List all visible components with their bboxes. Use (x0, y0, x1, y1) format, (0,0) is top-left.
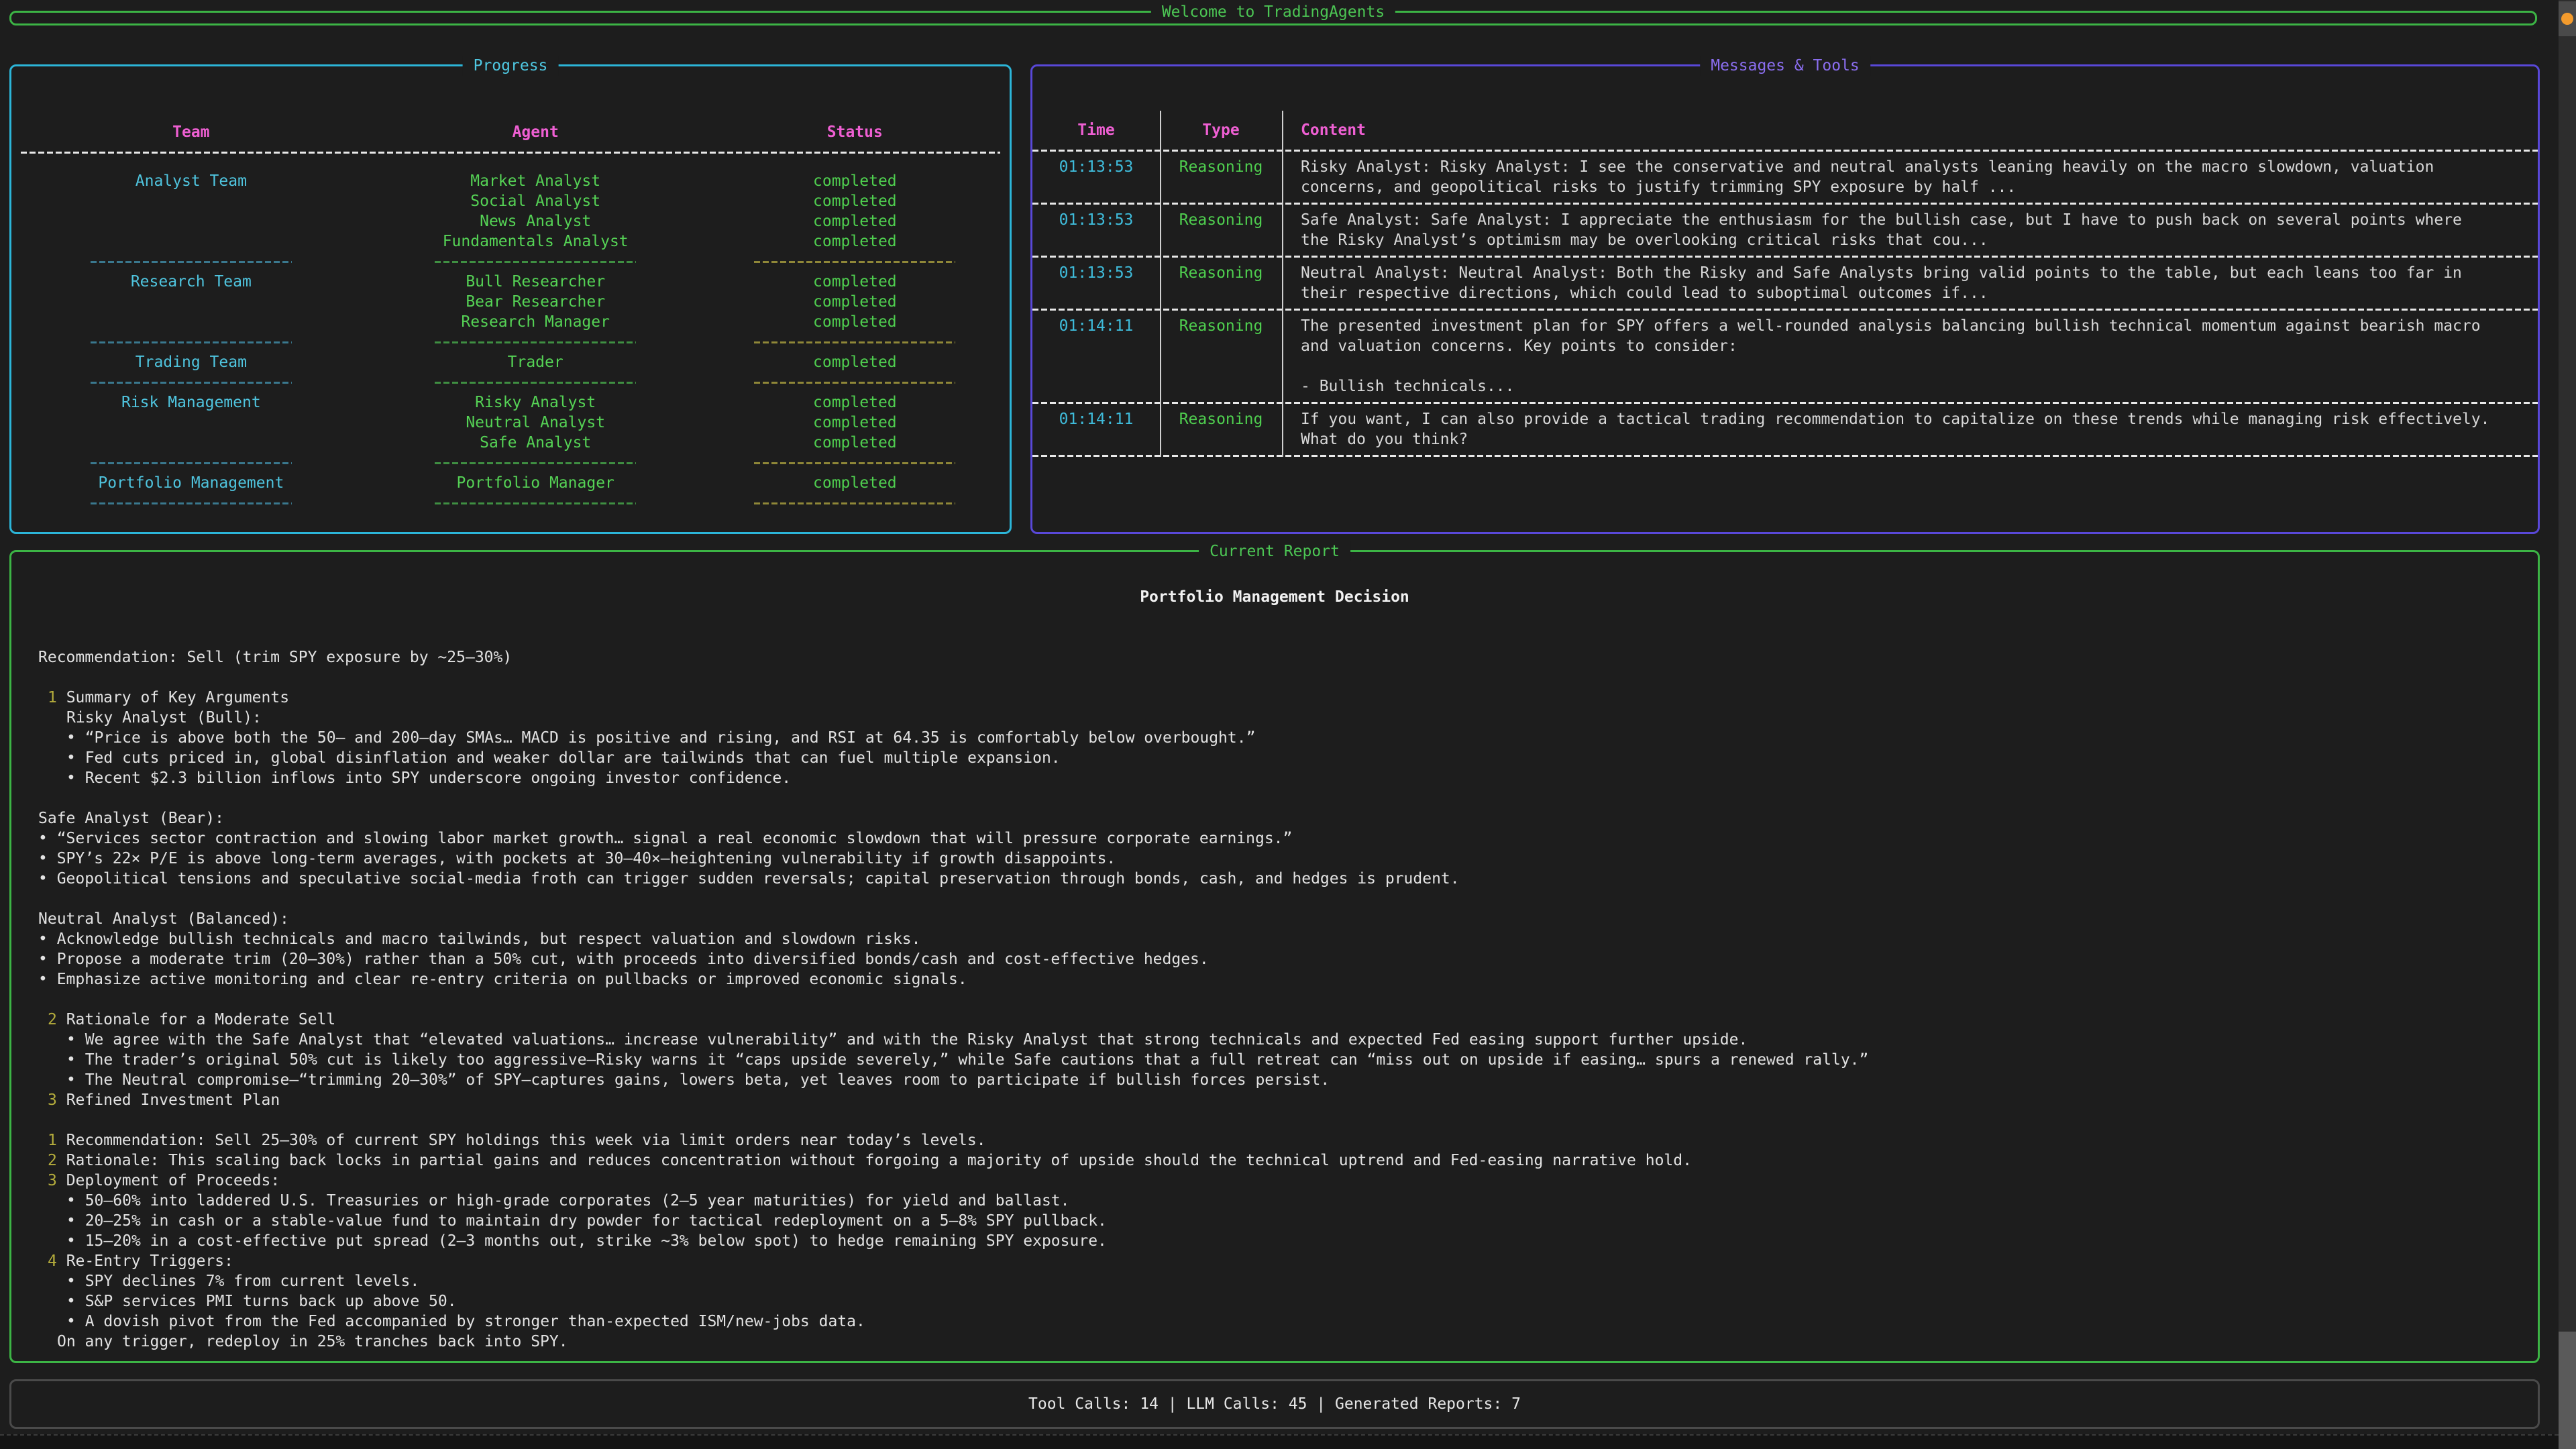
status-list (700, 392, 1010, 453)
welcome-panel (9, 3, 2537, 25)
agent-name: Portfolio Manager (456, 474, 614, 492)
team-name: Risk Management (121, 394, 261, 411)
bullet-marker: • (66, 1313, 85, 1330)
report-line: 4 Re-Entry Triggers: (48, 1252, 233, 1270)
bullet-marker: • (66, 1212, 85, 1230)
group-separator (11, 493, 1010, 513)
separator-line (754, 462, 955, 464)
message-type: Reasoning (1179, 317, 1263, 335)
message-type: Reasoning (1179, 411, 1263, 428)
report-line (38, 989, 2511, 1010)
bullet-marker: • (66, 749, 85, 767)
report-line: • S&P services PMI turns back up above 50. (66, 1293, 457, 1310)
agent-name: Fundamentals Analyst (442, 233, 629, 250)
separator-line (435, 462, 636, 464)
group-separator (11, 372, 1010, 392)
bullet-marker: • (66, 1031, 85, 1049)
agent-name: Social Analyst (470, 193, 601, 210)
separator-line (91, 462, 292, 464)
status-value: completed (813, 172, 897, 190)
report-line: 2 Rationale: This scaling back locks in partial gains and reduces concentration without forgoing a majority of upside should the technical uptrend and Fed-easing narrative hold. (48, 1152, 1692, 1169)
agent-list (371, 352, 700, 372)
agent-name: News Analyst (480, 213, 592, 230)
report-line: • We agree with the Safe Analyst that “elevated valuations… increase vulnerability” and with the Risky Analyst that strong technicals and expected Fed easing support further upside. (66, 1031, 1748, 1049)
status-value: completed (813, 414, 897, 431)
report-line (38, 1110, 2511, 1130)
bullet-marker: • (38, 971, 57, 988)
report-line: Recommendation: Sell (trim SPY exposure by ~25–30%) (38, 649, 513, 666)
progress-panel (9, 57, 1012, 534)
message-line: the Risky Analyst’s optimism may be overlooking critical risks that cou... (1301, 231, 1988, 249)
progress-panel-title: Progress (463, 56, 559, 76)
separator-line (754, 261, 955, 263)
table-row (11, 171, 1010, 252)
table-row (1032, 152, 2538, 203)
message-line: The presented investment plan for SPY offers a well-rounded analysis balancing bullish technical momentum against bearish macro (1301, 317, 2481, 335)
team-name: Portfolio Management (98, 474, 284, 492)
report-line: • 50–60% into laddered U.S. Treasuries or high-grade corporates (2–5 year maturities) for yield and ballast. (66, 1192, 1070, 1210)
column-header-content: Content (1301, 121, 1366, 139)
terminal-bottom-edge (0, 1434, 2559, 1449)
group-separator (11, 332, 1010, 352)
report-panel (9, 543, 2540, 1363)
message-line: - Bullish technicals... (1301, 378, 1515, 395)
agent-list (371, 392, 700, 453)
separator-line (435, 382, 636, 384)
messages-table-header (1032, 111, 2538, 140)
message-line: What do you think? (1301, 431, 1468, 448)
message-time: 01:14:11 (1059, 411, 1134, 428)
status-value: completed (813, 313, 897, 331)
report-line: • The Neutral compromise—“trimming 20–30%” of SPY—captures gains, lowers beta, yet leaves room to participate if bullish forces persist. (66, 1071, 1330, 1089)
status-value: completed (813, 213, 897, 230)
stats-panel (9, 1379, 2540, 1429)
message-time: 01:14:11 (1059, 317, 1134, 335)
report-line: • 20–25% in cash or a stable-value fund to maintain dry powder for tactical redeployment on a 5–8% SPY pullback. (66, 1212, 1107, 1230)
number-marker: 2 (48, 1011, 66, 1028)
separator-line (754, 382, 955, 384)
message-time: 01:13:53 (1059, 158, 1134, 176)
report-line: 1 Summary of Key Arguments (48, 689, 290, 706)
report-line: Safe Analyst (Bear): (38, 810, 224, 827)
status-value: completed (813, 233, 897, 250)
report-line: • 15–20% in a cost-effective put spread (2–3 months out, strike ~3% below spot) to hedge remaining SPY exposure. (66, 1232, 1107, 1250)
separator-line (754, 502, 955, 504)
report-lines (38, 647, 2511, 1352)
report-line (38, 889, 2511, 909)
column-divider (1160, 111, 1161, 457)
separator-line (435, 341, 636, 343)
message-type: Reasoning (1179, 158, 1263, 176)
bullet-marker: • (38, 870, 57, 888)
separator-line (91, 341, 292, 343)
report-line: • “Services sector contraction and slowing labor market growth… signal a real economic slowdown that will pressure corporate earnings.” (38, 830, 1293, 847)
team-name: Research Team (130, 273, 252, 290)
agent-name: Risky Analyst (475, 394, 596, 411)
status-value: completed (813, 273, 897, 290)
report-line: • Fed cuts priced in, global disinflation and weaker dollar are tailwinds that can fuel multiple expansion. (66, 749, 1061, 767)
agent-name: Neutral Analyst (466, 414, 606, 431)
team-name: Trading Team (135, 354, 247, 371)
header-separator (21, 152, 1000, 154)
message-line: concerns, and geopolitical risks to justify trimming SPY exposure by half ... (1301, 178, 2017, 196)
agent-name: Bull Researcher (466, 273, 606, 290)
status-list (700, 473, 1010, 493)
status-value: completed (813, 193, 897, 210)
message-line (1301, 356, 2538, 376)
number-marker: 1 (48, 1132, 66, 1149)
bullet-marker: • (66, 1273, 85, 1290)
message-content (1282, 210, 2538, 250)
report-line: Risky Analyst (Bull): (66, 709, 262, 727)
message-line: and valuation concerns. Key points to consider: (1301, 337, 1737, 355)
stats-text: Tool Calls: 14 | LLM Calls: 45 | Generated Reports: 7 (1028, 1395, 1521, 1413)
report-line: • Recent $2.3 billion inflows into SPY underscore ongoing investor confidence. (66, 769, 792, 787)
status-list (700, 352, 1010, 372)
report-line (38, 667, 2511, 688)
message-time: 01:13:53 (1059, 211, 1134, 229)
scroll-indicator[interactable] (2559, 1, 2576, 36)
message-type: Reasoning (1179, 211, 1263, 229)
bullet-marker: • (66, 729, 85, 747)
agent-name: Research Manager (461, 313, 610, 331)
status-value: completed (813, 434, 897, 451)
number-marker: 1 (48, 689, 66, 706)
message-time: 01:13:53 (1059, 264, 1134, 282)
team-name: Analyst Team (135, 172, 247, 190)
number-marker: 2 (48, 1152, 66, 1169)
table-row (1032, 205, 2538, 256)
message-line: If you want, I can also provide a tactical trading recommendation to capitalize on these trends while managing risk effectively. (1301, 411, 2490, 428)
table-row (11, 272, 1010, 332)
report-line: • Propose a moderate trim (20–30%) rather than a 50% cut, with proceeds into diversified bonds/cash and cost-effective hedges. (38, 951, 1209, 968)
messages-table-body (1032, 152, 2538, 457)
column-header-time: Time (1077, 121, 1115, 139)
report-line (38, 788, 2511, 808)
column-header-team: Team (172, 123, 210, 141)
messages-panel (1030, 57, 2540, 534)
separator-line (435, 502, 636, 504)
report-line: • Geopolitical tensions and speculative social-media froth can trigger sudden reversals; capital preservation through bonds, cash, and hedges is prudent. (38, 870, 1460, 888)
message-line: their respective directions, which could lead to suboptimal outcomes if... (1301, 284, 1988, 302)
progress-table-body (11, 171, 1010, 513)
report-line: • Acknowledge bullish technicals and macro tailwinds, but respect valuation and slowdown risks. (38, 930, 921, 948)
report-body (11, 552, 2538, 1352)
bullet-marker: • (66, 769, 85, 787)
separator-line (91, 261, 292, 263)
messages-table (1032, 111, 2538, 457)
scrollbar-track[interactable] (2559, 0, 2576, 1449)
status-list (700, 171, 1010, 252)
separator-line (754, 341, 955, 343)
message-content (1282, 316, 2538, 396)
bullet-marker: • (38, 850, 57, 867)
bullet-marker: • (38, 930, 57, 948)
status-value: completed (813, 293, 897, 311)
table-row (1032, 258, 2538, 309)
report-line: Neutral Analyst (Balanced): (38, 910, 289, 928)
bullet-marker: • (38, 830, 57, 847)
table-row (1032, 311, 2538, 402)
agent-name: Trader (507, 354, 564, 371)
table-row (1032, 404, 2538, 455)
agent-name: Safe Analyst (480, 434, 592, 451)
agent-list (371, 171, 700, 252)
message-content (1282, 263, 2538, 303)
bullet-marker: • (66, 1293, 85, 1310)
agent-name: Market Analyst (470, 172, 601, 190)
column-header-type: Type (1202, 121, 1240, 139)
separator-line (435, 261, 636, 263)
group-separator (11, 453, 1010, 473)
table-row (11, 392, 1010, 453)
number-marker: 3 (48, 1091, 66, 1109)
bullet-marker: • (38, 951, 57, 968)
report-panel-title: Current Report (1199, 541, 1350, 561)
column-header-agent: Agent (512, 123, 559, 141)
scrollbar-thumb[interactable] (2559, 1332, 2576, 1449)
report-heading: Portfolio Management Decision (1140, 588, 1409, 606)
bullet-marker: • (66, 1071, 85, 1089)
report-line: • “Price is above both the 50– and 200–day SMAs… MACD is positive and rising, and RSI at 64.35 is comfortably below overbought.” (66, 729, 1256, 747)
agent-list (371, 473, 700, 493)
report-line: 1 Recommendation: Sell 25–30% of current SPY holdings this week via limit orders near today’s levels. (48, 1132, 986, 1149)
column-divider (1282, 111, 1283, 457)
number-marker: 4 (48, 1252, 66, 1270)
agent-list (371, 272, 700, 332)
report-line: 3 Refined Investment Plan (48, 1091, 280, 1109)
bullet-marker: • (66, 1192, 85, 1210)
group-separator (11, 252, 1010, 272)
separator-line (91, 382, 292, 384)
status-value: completed (813, 394, 897, 411)
bullet-marker: • (66, 1232, 85, 1250)
report-line: • The trader’s original 50% cut is likely too aggressive—Risky warns it “caps upside severely,” while Safe cautions that a full retreat can “miss out on upside if easing… spurs a renewed rally.” (66, 1051, 1869, 1069)
status-value: completed (813, 474, 897, 492)
report-line: 2 Rationale for a Moderate Sell (48, 1011, 336, 1028)
row-separator (1032, 455, 2538, 457)
status-value: completed (813, 354, 897, 371)
report-line: • Emphasize active monitoring and clear re-entry criteria on pullbacks or improved economic signals. (38, 971, 967, 988)
report-line: • SPY’s 22× P/E is above long-term averages, with pockets at 30–40×—heightening vulnerability if growth disappoints. (38, 850, 1116, 867)
table-row (11, 473, 1010, 493)
message-line: Safe Analyst: Safe Analyst: I appreciate the enthusiasm for the bullish case, but I have to push back on several points where (1301, 211, 2462, 229)
number-marker: 3 (48, 1172, 66, 1189)
message-content (1282, 409, 2538, 449)
column-header-status: Status (826, 123, 883, 141)
status-list (700, 272, 1010, 332)
bullet-marker: • (66, 1051, 85, 1069)
separator-line (91, 502, 292, 504)
report-line: • SPY declines 7% from current levels. (66, 1273, 420, 1290)
message-line: Neutral Analyst: Neutral Analyst: Both the Risky and Safe Analysts bring valid points to the table, but each leans too far in (1301, 264, 2462, 282)
report-line: • A dovish pivot from the Fed accompanied by stronger than-expected ISM/new-jobs data. (66, 1313, 865, 1330)
report-line: On any trigger, redeploy in 25% tranches back into SPY. (57, 1333, 568, 1350)
report-line: 3 Deployment of Proceeds: (48, 1172, 280, 1189)
message-line: Risky Analyst: Risky Analyst: I see the conservative and neutral analysts leaning heavily on the macro slowdown, valuation (1301, 158, 2434, 176)
message-type: Reasoning (1179, 264, 1263, 282)
welcome-title: Welcome to TradingAgents (1151, 2, 1395, 22)
message-content (1282, 157, 2538, 197)
orange-dot-icon (2561, 13, 2573, 25)
table-row (11, 352, 1010, 372)
progress-table-header (11, 122, 1010, 142)
messages-panel-title: Messages & Tools (1700, 56, 1870, 76)
agent-name: Bear Researcher (466, 293, 606, 311)
